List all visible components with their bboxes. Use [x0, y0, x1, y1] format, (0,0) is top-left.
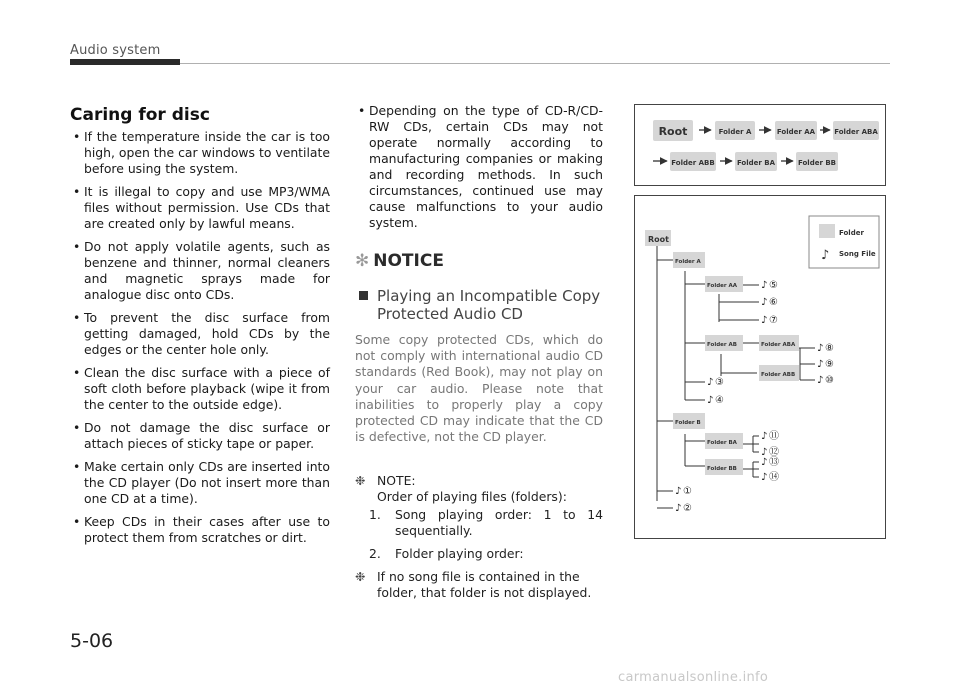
notice-subtitle-text: Playing an Incompatible Copy Protected Audio CD	[377, 287, 601, 323]
note-marker-icon: ❉	[355, 569, 366, 585]
song-number: ①	[683, 486, 692, 497]
header-rule	[180, 63, 890, 64]
note-block	[355, 473, 603, 601]
notice-title: NOTICE	[373, 251, 444, 271]
folder-tree-diagram	[634, 195, 886, 539]
song-number: ⑥	[769, 297, 778, 308]
header-bar	[70, 59, 180, 65]
order-root: Root	[658, 125, 688, 138]
song-number: ⑦	[769, 315, 778, 326]
note-label-row	[355, 473, 603, 505]
section-header: Audio system	[70, 43, 161, 58]
folder-tree-svg	[635, 196, 884, 537]
song-number: ④	[715, 395, 724, 406]
song-number: ⑪	[769, 431, 779, 442]
order-folder-ba: Folder BA	[736, 159, 776, 167]
folder-order-svg	[635, 105, 884, 184]
order-folder-aba: Folder ABA	[834, 128, 878, 136]
notice-subtitle	[355, 287, 603, 323]
tree-folder-a: Folder A	[675, 259, 701, 265]
song-file-icon: ♪	[761, 472, 768, 483]
song-number: ⑨	[825, 359, 834, 370]
note-intro: Order of playing files (folders):	[377, 489, 567, 505]
legend-folder-icon	[819, 224, 835, 238]
step-number: 2.	[369, 546, 381, 562]
song-number: ⑩	[825, 375, 834, 386]
tree-folder-abb: Folder ABB	[761, 372, 796, 378]
order-folder-bb: Folder BB	[797, 159, 837, 167]
tree-folder-aa: Folder AA	[707, 283, 738, 289]
note-extra-row	[355, 569, 603, 601]
tree-folder-bb: Folder BB	[707, 466, 737, 472]
note-steps	[355, 507, 603, 562]
song-file-icon: ♪	[675, 503, 682, 514]
song-file-icon: ♪	[761, 431, 768, 442]
square-bullet-icon	[359, 291, 368, 300]
order-folder-aa: Folder AA	[776, 128, 816, 136]
list-item: • It is illegal to copy and use MP3/WMA files without permission. Use CDs that are created only by lawful means.	[70, 184, 330, 232]
song-file-icon: ♪	[817, 343, 824, 354]
list-item	[355, 546, 603, 562]
list-item: • Clean the disc surface with a piece of soft cloth before playback (wipe it from the center to the outside edge).	[70, 365, 330, 413]
list-item: • Make certain only CDs are inserted into the CD player (Do not insert more than one CD at a time).	[70, 459, 330, 507]
list-item: • Do not damage the disc surface or attach pieces of sticky tape or paper.	[70, 420, 330, 452]
list-item: • To prevent the disc surface from getting damaged, hold CDs by the edges or the center hole only.	[70, 310, 330, 358]
notice-heading	[355, 251, 603, 271]
caring-title: Caring for disc	[70, 105, 210, 125]
song-file-icon: ♪	[707, 395, 714, 406]
song-file-icon: ♪	[761, 280, 768, 291]
song-file-icon: ♪	[761, 457, 768, 468]
list-item: • If the temperature inside the car is too high, open the car windows to ventilate before using the system.	[70, 129, 330, 177]
list-item	[355, 507, 603, 539]
legend-song: Song File	[839, 250, 876, 258]
caring-list	[70, 129, 330, 546]
list-item: • Keep CDs in their cases after use to protect them from scratches or dirt.	[70, 514, 330, 546]
tree-folder-b: Folder B	[675, 420, 701, 426]
step-text: Song playing order: 1 to 14 sequentially.	[395, 507, 603, 539]
caring-column	[70, 105, 330, 553]
song-file-icon: ♪	[707, 377, 714, 388]
tree-folder-ab: Folder AB	[707, 342, 737, 348]
song-number: ⑬	[769, 457, 779, 468]
song-number: ③	[715, 377, 724, 388]
song-file-icon: ♪	[675, 486, 682, 497]
song-file-icon: ♪	[761, 447, 768, 458]
order-folder-abb: Folder ABB	[671, 159, 715, 167]
list-item: • Depending on the type of CD-R/CD-RW CDs, certain CDs may not operate normally according to manufacturing companies or making and recording methods. In such circumstances, continued use may cause malfunctions to your audio system.	[355, 103, 603, 231]
list-item: • Do not apply volatile agents, such as benzene and thinner, normal cleaners and magnetic sprays made for analogue disc onto CDs.	[70, 239, 330, 303]
note-label: NOTE:	[377, 473, 416, 489]
song-number: ⑫	[769, 447, 779, 458]
watermark: carmanualsonline.info	[618, 670, 769, 685]
order-folder-a: Folder A	[718, 128, 752, 136]
song-number: ⑧	[825, 343, 834, 354]
tree-folder-ba: Folder BA	[707, 440, 737, 446]
song-number: ②	[683, 503, 692, 514]
song-file-icon: ♪	[817, 359, 824, 370]
step-number: 1.	[369, 507, 381, 523]
legend-box	[809, 216, 879, 268]
page-number: 5-06	[70, 630, 114, 652]
song-file-icon: ♪	[817, 375, 824, 386]
song-file-icon: ♪	[761, 297, 768, 308]
song-number: ⑤	[769, 280, 778, 291]
song-number: ⑭	[769, 472, 779, 483]
note-marker-icon: ❉	[355, 473, 366, 489]
step-text: Folder playing order:	[395, 546, 524, 562]
legend-song-icon: ♪	[821, 248, 830, 263]
song-file-icon: ♪	[761, 315, 768, 326]
notice-icon: ✻	[355, 251, 370, 271]
notice-body: Some copy protected CDs, which do not comply with international audio CD standards (Red Book), may not play on your car audio. Please note that inabilities to properly play a copy protected CD may indicate that the CD is defective, not the CD player.	[355, 332, 603, 445]
folder-order-diagram	[634, 104, 886, 186]
tree-folder-aba: Folder ABA	[761, 342, 796, 348]
legend-folder: Folder	[839, 229, 864, 237]
note-extra: If no song file is contained in the folder, that folder is not displayed.	[377, 569, 592, 601]
depending-list	[355, 103, 603, 231]
tree-root: Root	[648, 235, 669, 244]
notice-column	[355, 103, 603, 601]
